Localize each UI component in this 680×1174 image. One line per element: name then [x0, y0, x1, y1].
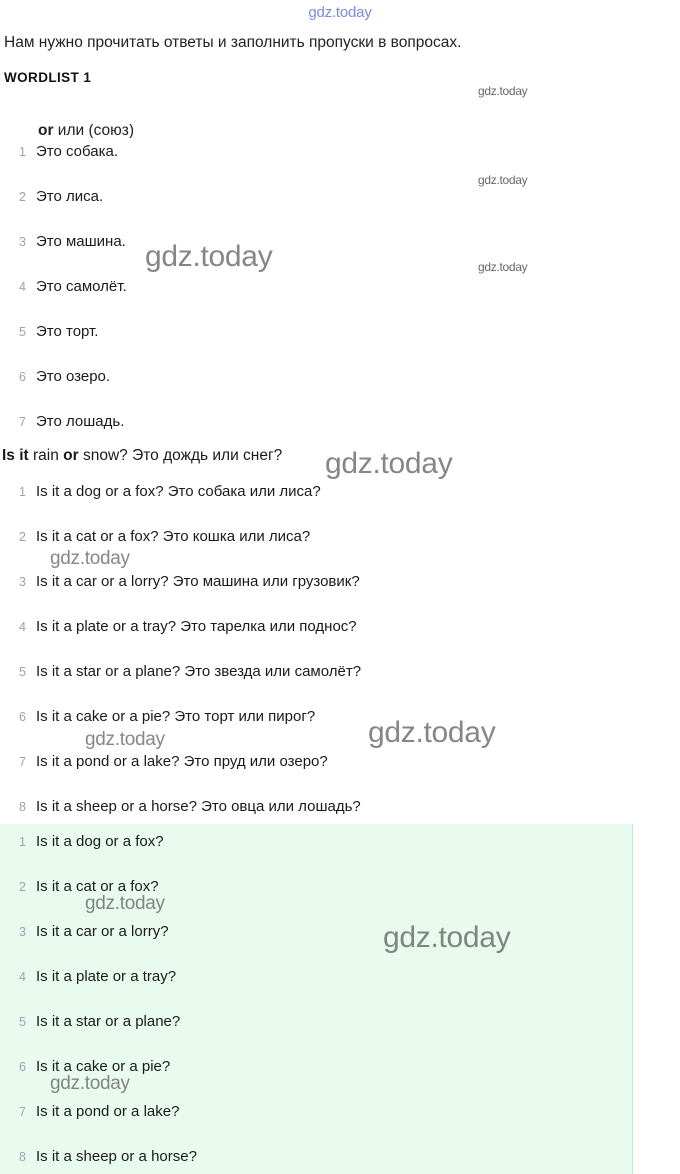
top-watermark: gdz.today	[308, 4, 372, 21]
item-number: 4	[19, 970, 26, 984]
item-text: Is it a cat or a fox? Это кошка или лиса?	[36, 528, 311, 545]
wordlist-title: WORDLIST 1	[4, 70, 92, 85]
item-text: Это самолёт.	[36, 278, 127, 295]
item-number: 7	[19, 755, 26, 769]
watermark: gdz.today	[85, 729, 165, 750]
example-rest: snow? Это дождь или снег?	[78, 447, 283, 464]
watermark: gdz.today	[368, 716, 496, 749]
watermark: gdz.today	[478, 173, 528, 187]
item-number: 3	[19, 575, 26, 589]
item-number: 4	[19, 280, 26, 294]
watermark: gdz.today	[145, 240, 273, 273]
list-item	[4, 413, 664, 430]
item-number: 6	[19, 370, 26, 384]
item-number: 3	[19, 925, 26, 939]
item-text: Это торт.	[36, 323, 99, 340]
list-item	[4, 833, 664, 850]
item-number: 8	[19, 800, 26, 814]
list-item	[4, 753, 664, 770]
item-number: 7	[19, 415, 26, 429]
item-text: Is it a dog or a fox? Это собака или лиса?	[36, 483, 321, 500]
list-item	[4, 1148, 664, 1165]
item-text: Is it a star or a plane? Это звезда или самолёт?	[36, 663, 362, 680]
list-item	[4, 483, 664, 500]
item-number: 2	[19, 530, 26, 544]
example-bold-is-it: Is it	[2, 447, 29, 464]
item-number: 3	[19, 235, 26, 249]
item-number: 5	[19, 325, 26, 339]
list-item	[4, 708, 664, 725]
item-number: 1	[19, 145, 26, 159]
example-bold-or: or	[63, 447, 79, 464]
example-mid: rain	[28, 447, 64, 464]
item-number: 1	[19, 485, 26, 499]
list-item	[4, 368, 664, 385]
item-text: Is it a car or a lorry? Это машина или грузовик?	[36, 573, 360, 590]
watermark: gdz.today	[478, 84, 528, 98]
list-item	[4, 143, 664, 160]
list-item	[4, 968, 664, 985]
example-line	[2, 447, 282, 465]
item-text: Is it a cake or a pie? Это торт или пирог?	[36, 708, 316, 725]
item-text: Is it a car or a lorry?	[36, 923, 169, 940]
cut-line-bold: or	[38, 124, 54, 138]
item-text: Is it a pond or a lake? Это пруд или озеро?	[36, 753, 328, 770]
watermark: gdz.today	[478, 260, 528, 274]
list-item	[4, 878, 664, 895]
list-item	[4, 1013, 664, 1030]
item-text: Это озеро.	[36, 368, 111, 385]
list-item	[4, 618, 664, 635]
item-number: 5	[19, 1015, 26, 1029]
watermark: gdz.today	[85, 893, 165, 914]
item-number: 4	[19, 620, 26, 634]
list-item	[4, 528, 664, 545]
list-item	[4, 798, 664, 815]
list-item	[4, 323, 664, 340]
item-text: Is it a star or a plane?	[36, 1013, 181, 1030]
item-number: 2	[19, 880, 26, 894]
item-text: Is it a sheep or a horse?	[36, 1148, 197, 1165]
item-text: Это лошадь.	[36, 413, 125, 430]
item-number: 5	[19, 665, 26, 679]
item-text: Это собака.	[36, 143, 118, 160]
item-number: 7	[19, 1105, 26, 1119]
item-number: 2	[19, 190, 26, 204]
list-item	[4, 923, 664, 940]
item-text: Is it a sheep or a horse? Это овца или лошадь?	[36, 798, 361, 815]
item-number: 6	[19, 710, 26, 724]
item-text: Это лиса.	[36, 188, 104, 205]
item-text: Это машина.	[36, 233, 126, 250]
list-item	[4, 188, 664, 205]
answers-panel	[0, 824, 633, 1174]
watermark: gdz.today	[50, 548, 130, 569]
item-text: Is it a cake or a pie?	[36, 1058, 171, 1075]
item-text: Is it a cat or a fox?	[36, 878, 159, 895]
item-text: Is it a plate or a tray? Это тарелка или поднос?	[36, 618, 357, 635]
cut-line-rest: или (союз)	[53, 124, 135, 138]
watermark: gdz.today	[383, 921, 511, 954]
list-item	[4, 1058, 664, 1075]
item-number: 8	[19, 1150, 26, 1164]
list-item	[4, 278, 664, 295]
intro-text: Нам нужно прочитать ответы и заполнить пропуски в вопросах.	[4, 34, 462, 51]
item-text: Is it a plate or a tray?	[36, 968, 177, 985]
cut-off-line	[38, 124, 134, 138]
list-item	[4, 233, 664, 250]
item-text: Is it a dog or a fox?	[36, 833, 164, 850]
list-item	[4, 573, 664, 590]
watermark: gdz.today	[50, 1073, 130, 1094]
watermark: gdz.today	[325, 447, 453, 480]
list-item	[4, 663, 664, 680]
item-number: 6	[19, 1060, 26, 1074]
item-text: Is it a pond or a lake?	[36, 1103, 180, 1120]
list-item	[4, 1103, 664, 1120]
item-number: 1	[19, 835, 26, 849]
